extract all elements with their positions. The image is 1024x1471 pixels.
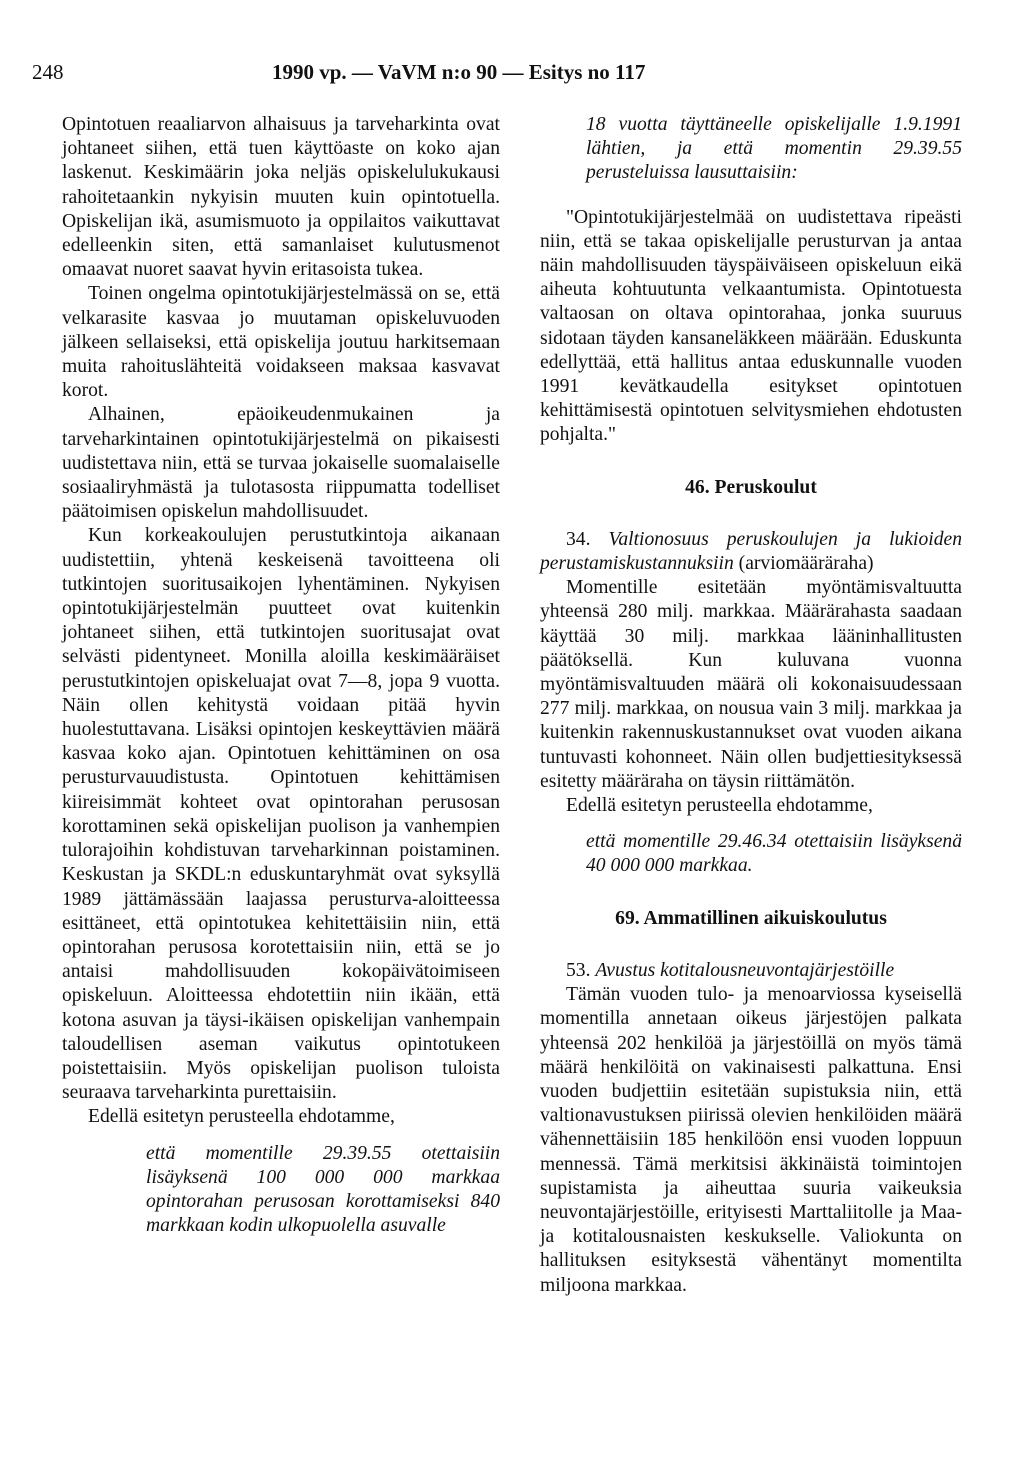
document-title: 1990 vp. — VaVM n:o 90 — Esitys no 117 xyxy=(272,60,646,84)
paragraph: Tämän vuoden tulo- ja menoarviossa kyseisellä momentilla annetaan oikeus järjestöjen palkata yhteensä 202 henkilöä ja järjestöillä on myös tämä määrä henkilöitä on vakinaisesti palkattuna. Ensi vuoden budjettiin esitetään supistuksia niin, että valtionavustuksen piirissä olevien henkilöiden määrä vähennettäisiin 185 henkilöön ensi vuoden loppuun mennessä. Tämä merkitsisi äkkinäistä toimintojen supistamista ja aiheuttaa suuria vaikeuksia neuvontajärjestöille, erityisesti Marttaliitolle ja Maa- ja kotitalousnaisten keskukselle. Valiokunta on hallituksen esityksestä vähentänyt momentilta miljoona markkaa. xyxy=(540,984,962,1296)
paragraph: Kun korkeakoulujen perustutkintoja aikanaan uudistettiin, yhtenä keskeisenä tavoitteena oli tutkintojen suoritusaikojen lyhentäminen. Nykyisen opintotukijärjestelmän puutteet ovat kuitenkin johtaneet siihen, että tutkintojen suoritusajat ovat selvästi pidentyneet. Monilla aloilla keskimääräiset perustutkintojen opiskeluajat ovat 7—8, jopa 9 vuotta. Näin ollen kehitystä voidaan pitää hyvin huolestuttavana. Lisäksi opintojen keskeyttävien määrä kasvaa koko ajan. Opintotuen kehittäminen on osa perusturvauudistusta. Opintotuen kehittämisen kiireisimmät kohteet ovat opintorahan perusosan korottaminen sekä opiskelijan puolison ja vanhempien tulorajoihin kohdistuvan tarveharkinnan poistaminen. Keskustan ja SKDL:n eduskuntaryhmät ovat syksyllä 1989 jättämässään laajassa perusturva-aloitteessa esittäneet, että opintotukea kehitettäisiin niin, että opintorahan perusosa korotettaisiin niin, että se jo antaisi mahdollisuuden kokopäivätoimiseen opiskeluun. Aloitteessa ehdotettiin niin ikään, että kotona asuvan ja täysi-ikäisen opiskelijan vanhempain taloudellisen aseman vaikutus opintotukeen poistettaisiin. Myös opiskelijan puolison tuloista seuraava tarveharkinta purettaisiin. xyxy=(62,525,500,1104)
item-number: 53. xyxy=(566,959,596,981)
section-heading: 46. Peruskoulut xyxy=(685,476,817,498)
item-title: Avustus kotitalousneuvontajärjestöille xyxy=(595,959,895,981)
paragraph: Toinen ongelma opintotukijärjestelmässä on se, että velkarasite kasvaa jo muutaman opiskeluvuoden jälkeen sellaiseksi, että opiskelija joutuu harkitsemaan muita rahoituslähteitä voidakseen maksaa kasvavat korot. xyxy=(62,283,500,402)
motion-continuation: 18 vuotta täyttäneelle opiskelijalle 1.9.1991 lähtien, ja että momentin 29.39.55 perusteluissa lausuttaisiin: xyxy=(586,114,962,184)
item-heading xyxy=(540,959,962,983)
paragraph: Momentille esitetään myöntämisvaltuutta yhteensä 280 milj. markkaa. Määrärahasta saadaan käyttää 30 milj. markkaa lääninhallitusten päätöksellä. Kun kuluvana vuonna myöntämisvaltuuden määrä oli kokonaisuudessaan 277 milj. markkaa, on nousua vain 3 milj. markkaa ja kuitenkin rakennuskustannukset ovat vuoden aikana tuntuvasti kohonneet. Näin ollen budjettiesityksessä esitetty määräraha on täysin riittämätön. xyxy=(540,577,962,792)
paragraph: Opintotuen reaaliarvon alhaisuus ja tarveharkinta ovat johtaneet siihen, että tuen käyttöaste on koko ajan laskenut. Keskimäärin joka neljäs opiskelulukukausi rahoitetaankin nykyisin muuten kuin opintotuella. Opiskelijan ikä, asumismuoto ja oppilaitos vaikuttavat edelleenkin siten, että samanlaiset kulutusmenot omaavat nuoret saavat hyvin eritasoista tukea. xyxy=(62,114,500,281)
paragraph: Alhainen, epäoikeudenmukainen ja tarveharkintainen opintotukijärjestelmä on pikaisesti uudistettava niin, että se turvaa jokaiselle suomalaiselle sosiaaliryhmästä ja tulotasosta riippumatta todelliset päätoimisen opiskelun mahdollisuudet. xyxy=(62,404,500,523)
item-heading xyxy=(540,528,962,576)
motion-text: että momentille 29.46.34 otettaisiin lisäyksenä 40 000 000 markkaa. xyxy=(586,831,962,877)
quoted-statement: "Opintotukijärjestelmää on uudistettava ripeästi niin, että se takaa opiskelijalle perusturvan ja antaa näin mahdollisuuden täyspäiväiseen opiskeluun eikä aiheuta kohtuutunta velkaantumista. Opintotuesta valtaosan on oltava opintorahaa, jonka suuruus sidotaan täyden kansaneläkkeen määrään. Eduskunta edellyttää, että hallitus antaa eduskunnalle vuoden 1991 kevätkaudella esitykset opintotuen kehittämisestä opintotuen selvitysmiehen ehdotusten pohjalta." xyxy=(540,206,962,446)
paragraph: Edellä esitetyn perusteella ehdotamme, xyxy=(88,1106,395,1128)
motion-text: että momentille 29.39.55 otettaisiin lisäyksenä 100 000 000 markkaa opintorahan perusosan korottamiseksi 840 markkaan kodin ulkopuolella asuvalle xyxy=(146,1142,500,1237)
item-title: Valtionosuus peruskoulujen ja lukioiden perustamiskustannuksiin xyxy=(540,528,962,575)
section-heading: 69. Ammatillinen aikuiskoulutus xyxy=(615,907,887,929)
item-suffix: (arviomääräraha) xyxy=(733,553,874,575)
item-number: 34. xyxy=(566,528,609,550)
page-number: 248 xyxy=(32,60,64,84)
paragraph: Edellä esitetyn perusteella ehdotamme, xyxy=(566,795,873,817)
left-column xyxy=(62,113,500,1238)
right-column xyxy=(540,113,962,1298)
